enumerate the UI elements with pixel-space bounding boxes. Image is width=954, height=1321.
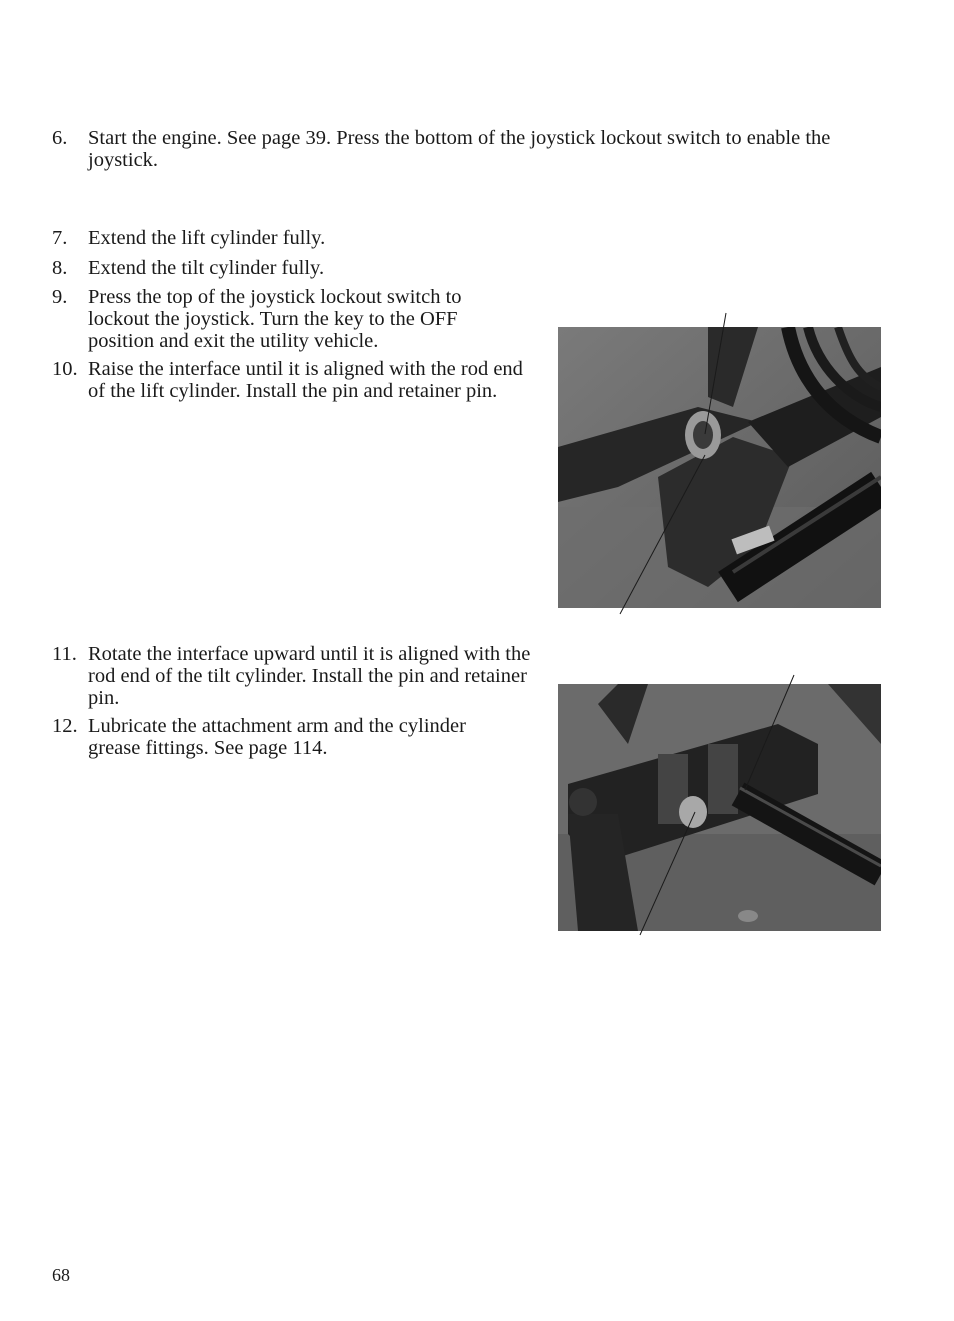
tilt-cylinder-pin-photo — [558, 684, 881, 931]
step-text: Extend the tilt cylinder fully. — [88, 257, 325, 279]
step-number: 9. — [52, 286, 68, 308]
step-number: 12. — [52, 715, 78, 737]
step-text: Extend the lift cylinder fully. — [88, 227, 326, 249]
step-text: Rotate the interface upward until it is aligned with the rod end of the tilt cylinder. Install the pin and retainer pin. — [88, 643, 531, 709]
step-number: 10. — [52, 358, 78, 380]
step-text: Start the engine. See page 39. Press the bottom of the joystick lockout switch to enable the joystick. — [88, 127, 831, 171]
step-number: 7. — [52, 227, 68, 249]
step-text: Press the top of the joystick lockout switch to lockout the joystick. Turn the key to the OFF position and exit the utility vehicle. — [88, 286, 462, 352]
step-number: 11. — [52, 643, 77, 665]
page-number: 68 — [52, 1265, 70, 1285]
step-text: Lubricate the attachment arm and the cylinder grease fittings. See page 114. — [88, 715, 466, 759]
step-text: Raise the interface until it is aligned with the rod end of the lift cylinder. Install the pin and retainer pin. — [88, 358, 523, 402]
lift-cylinder-pin-photo — [558, 327, 881, 608]
step-number: 8. — [52, 257, 68, 279]
step-number: 6. — [52, 127, 68, 149]
